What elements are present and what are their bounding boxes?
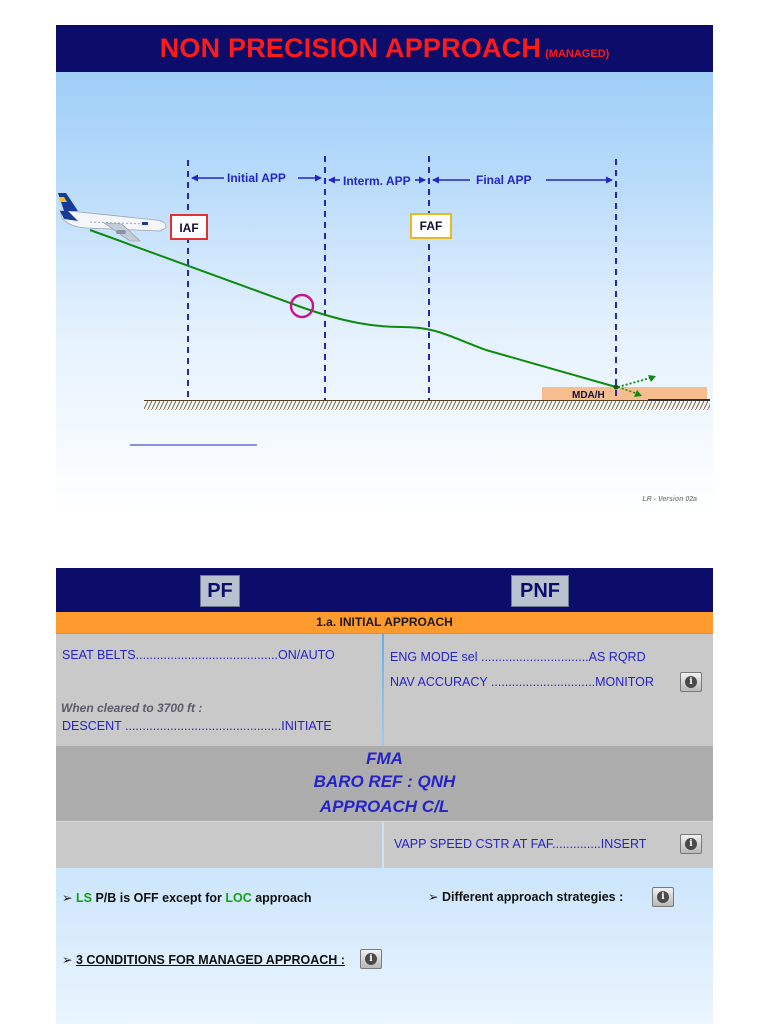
fma-panel: [56, 746, 713, 821]
roles-header: [56, 568, 713, 612]
fma-line-3: APPROACH C/L: [319, 797, 450, 816]
pf-actions-panel: [56, 634, 382, 746]
initial-arrowhead-left: [191, 175, 198, 182]
initial-arrowhead-right: [315, 175, 322, 182]
info-icon: i: [685, 838, 697, 850]
nav-accuracy-item: NAV ACCURACY ..............................MONITOR: [390, 675, 654, 689]
version-label: LR - Version 02a: [642, 496, 697, 503]
faf-label: FAF: [419, 219, 443, 233]
seat-belts-item: SEAT BELTS.........................................ON/AUTO: [62, 648, 335, 662]
interm-arrowhead-right: [419, 177, 426, 184]
descent-item: DESCENT .............................................INITIATE: [62, 719, 332, 733]
cleared-note: When cleared to 3700 ft :: [61, 701, 203, 715]
fma-line-1: FMA: [366, 749, 403, 768]
conditions-bullet: [62, 952, 345, 967]
loc-label: LOC: [225, 891, 252, 905]
ls-text: P/B is OFF except for: [95, 891, 222, 905]
bullet-arrow-icon: ➢: [62, 953, 73, 967]
nav-accuracy-info-button[interactable]: [680, 672, 702, 692]
interm-arrowhead-left: [328, 177, 335, 184]
iaf-label: IAF: [179, 221, 199, 235]
strategies-info-button[interactable]: [652, 887, 674, 907]
ground-hatch: [144, 401, 710, 410]
slide-title: NON PRECISION APPROACH: [159, 33, 542, 63]
ls-label: LS: [75, 891, 92, 905]
mda-point: [614, 385, 619, 390]
pf-blank-panel: [56, 822, 382, 868]
pnf-role-label: PNF: [511, 575, 569, 607]
final-arrowhead-right: [606, 177, 613, 184]
mda-label: MDA/H: [572, 390, 605, 401]
vapp-info-button[interactable]: [680, 834, 702, 854]
info-icon: i: [657, 891, 669, 903]
approach-diagram: [56, 25, 713, 515]
vapp-speed-item: VAPP SPEED CSTR AT FAF..............INSERT: [394, 837, 647, 851]
pnf-vapp-panel: [384, 822, 713, 868]
pf-role-label: PF: [200, 575, 240, 607]
checklist-slide: [56, 568, 713, 1024]
conditions-link[interactable]: 3 CONDITIONS FOR MANAGED APPROACH :: [75, 953, 345, 967]
eng-mode-item: ENG MODE sel ...............................AS RQRD: [390, 650, 646, 664]
decel-point-circle: [291, 295, 313, 317]
bullet-arrow-icon: ➢: [62, 891, 73, 905]
slide-title-suffix: (MANAGED): [545, 48, 610, 60]
fma-line-2: BARO REF : QNH: [313, 772, 456, 791]
strategies-bullet: ➢ Different approach strategies :: [428, 890, 624, 904]
approach-slide: [56, 25, 713, 515]
pnf-actions-panel: [384, 634, 713, 746]
segment-initial: Initial APP: [227, 171, 286, 185]
conditions-info-button[interactable]: [360, 949, 382, 969]
info-icon: i: [365, 953, 377, 965]
mda-band: [542, 387, 707, 400]
segment-intermediate: Interm. APP: [343, 174, 411, 188]
phase-banner: 1.a. INITIAL APPROACH: [56, 612, 713, 633]
ls-suffix: approach: [255, 891, 312, 905]
descent-path: [90, 230, 616, 387]
segment-final: Final APP: [476, 173, 532, 187]
aircraft-icon: [58, 193, 166, 241]
ls-bullet: [62, 890, 311, 905]
final-arrowhead-left: [432, 177, 439, 184]
goaround-path: [618, 378, 650, 387]
info-icon: i: [685, 676, 697, 688]
